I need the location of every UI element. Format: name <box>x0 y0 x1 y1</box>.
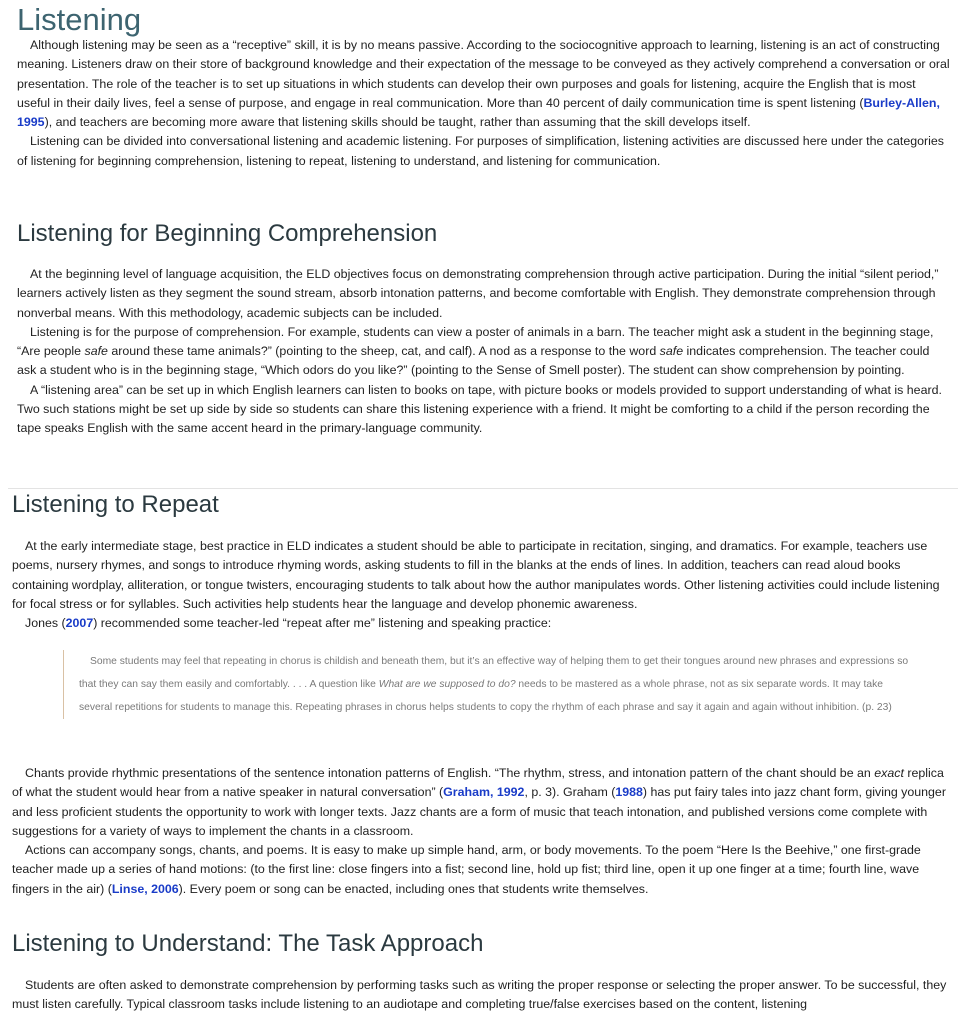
listening-to-repeat-body <box>12 537 952 633</box>
section-divider <box>8 488 958 489</box>
citation-link-graham-1992[interactable]: Graham, 1992 <box>443 785 525 800</box>
citation-link-graham-1988[interactable]: 1988 <box>615 785 643 800</box>
paragraph: Listening is for the purpose of comprehension. For example, students can view a poster of animals in a barn. The teacher might ask a student in the beginning stage, “Are people safe around these tame animals?” (pointing to the sheep, cat, and calf). A nod as a response to the word safe indicates comprehension. The teacher could ask a student who is in the beginning stage, “Which odors do you like?” (pointing to the Sense of Smell poster). The student can show comprehension by pointing. <box>17 324 934 378</box>
citation-link-burley-allen[interactable]: Burley-Allen, 1995 <box>17 95 940 130</box>
paragraph: A “listening area” can be set up in which English learners can listen to books on tape, with picture books or models provided to support understanding of what is heard. Two such stations might be set up side by side so students can share this listening experience with a friend. It might be comforting to a child if the person recording the tape speaks English with the same accent heard in the primary-language community. <box>17 382 942 436</box>
listening-to-understand-body <box>12 976 952 1015</box>
paragraph: At the beginning level of language acquisition, the ELD objectives focus on demonstrating comprehension through active participation. During the initial “silent period,” learners actively listen as they segment the sound stream, absorb intonation patterns, and become comfortable with English. They demonstrate comprehension through nonverbal means. With this methodology, academic subjects can be included. <box>17 267 939 320</box>
citation-link-jones-2007[interactable]: 2007 <box>65 616 94 631</box>
paragraph: Students are often asked to demonstrate comprehension by performing tasks such as writing the proper response or selecting the proper answer. To be successful, they must listen carefully. Typical classroom tasks include listening to an audiotape and completing true/false exercises based on the content, listening <box>12 978 947 1012</box>
block-quote: Some students may feel that repeating in chorus is childish and beneath them, but it’s an effective way of helping them to get their tongues around new phrases and expressions so that they can say them easily and comfortably. . . . A question like What are we supposed to do? needs to be mastered as a whole phrase, not as six separate words. It may take several repetitions for students to manage this. Repeating phrases in chorus helps students to copy the rhythm of each phrase and say it again and again without inhibition. (p. 23) <box>63 650 919 719</box>
page-title: Listening <box>17 2 142 37</box>
beginning-comprehension-body <box>17 265 951 439</box>
section-heading-beginning-comprehension: Listening for Beginning Comprehension <box>17 220 438 247</box>
citation-link-linse-2006[interactable]: Linse, 2006 <box>111 881 179 896</box>
paragraph: Listening can be divided into conversational listening and academic listening. For purposes of simplification, listening activities are discussed here under the categories of listening for beginning comprehension, listening to repeat, listening to understand, and listening for communication. <box>17 134 944 168</box>
paragraph: Actions can accompany songs, chants, and poems. It is easy to make up simple hand, arm, or body movements. To the poem “Here Is the Beehive,” one first-grade teacher made up a series of hand motions: (to the first line: close fingers into a fist; second line, hold up fist; third line, open it up one finger at a time; fourth line, wave fingers in the air) (Linse, 2006). Every poem or song can be enacted, including ones that students write themselves. <box>12 843 921 896</box>
section-heading-listening-to-repeat: Listening to Repeat <box>12 491 219 518</box>
paragraph: At the early intermediate stage, best practice in ELD indicates a student should be able to participate in recitation, singing, and dramatics. For example, teachers use poems, nursery rhymes, and songs to introduce rhyming words, asking students to fill in the blanks at the ends of lines. In addition, teachers can read aloud books containing wordplay, alliteration, or tongue twisters, encouraging students to talk about how the author manipulates words. Other listening activities could include listening for focal stress or for syllables. Such activities help students hear the language and develop phonemic awareness. <box>12 539 940 611</box>
paragraph: Although listening may be seen as a “receptive” skill, it is by no means passive. According to the sociocognitive approach to learning, listening is an act of constructing meaning. Listeners draw on their store of background knowledge and their expectation of the message to be conveyed as they actively comprehend a conversation or oral presentation. The role of the teacher is to set up situations in which students can develop their own purposes and goals for listening, acquire the English that is most useful in their daily lives, feel a sense of purpose, and engage in real communication. More than 40 percent of daily communication time is spent listening (Burley-Allen, 1995), and teachers are becoming more aware that listening skills should be taught, rather than assuming that the skill develops itself. <box>17 38 950 130</box>
listening-intro <box>17 36 951 171</box>
paragraph: Chants provide rhythmic presentations of the sentence intonation patterns of English. “The rhythm, stress, and intonation pattern of the chant should be an exact replica of what the student would hear from a native speaker in natural conversation” (Graham, 1992, p. 3). Graham (1988) has put fairy tales into jazz chant form, giving younger and less proficient students the opportunity to work with longer texts. Jazz chants are a form of music that teach intonation, and published versions come complete with suggestions for a variety of ways to implement the chants in a classroom. <box>12 766 946 838</box>
paragraph: Jones (2007) recommended some teacher-led “repeat after me” listening and speaking practice: <box>25 616 552 631</box>
listening-to-repeat-body-continued <box>12 764 952 899</box>
section-heading-listening-to-understand: Listening to Understand: The Task Approach <box>12 930 484 957</box>
